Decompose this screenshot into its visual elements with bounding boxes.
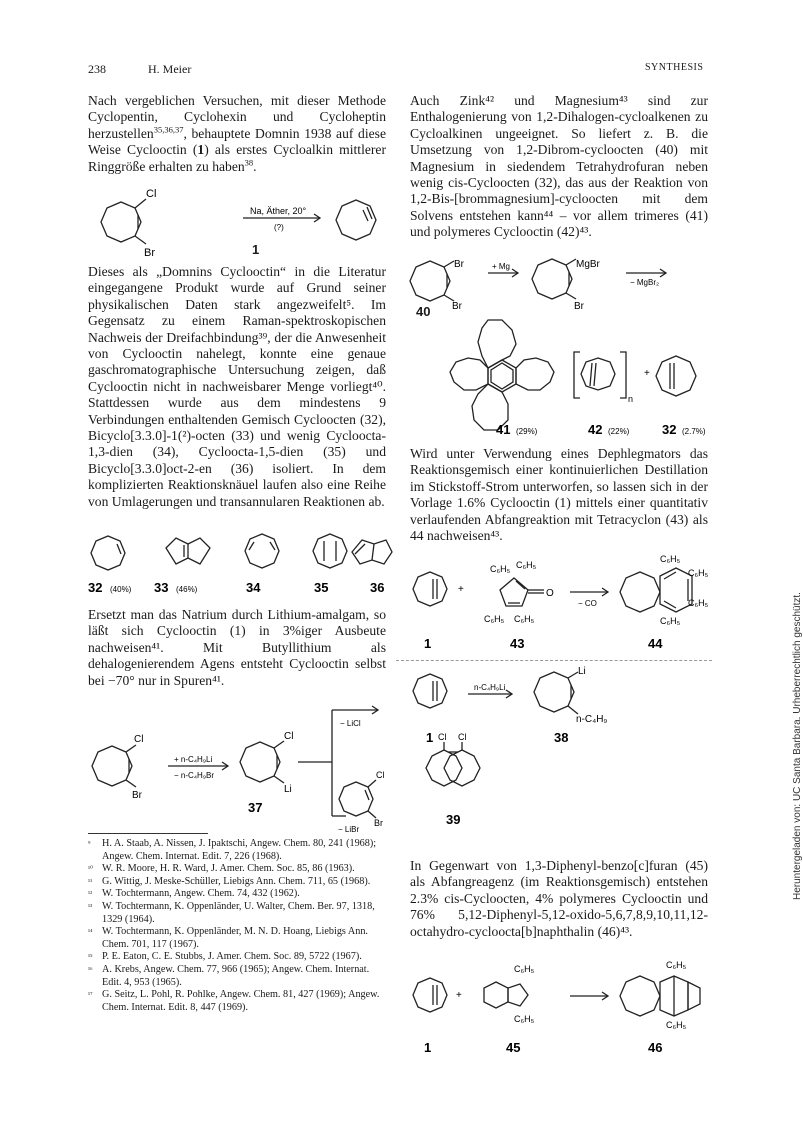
svg-text:Li: Li: [578, 666, 586, 677]
svg-text:46: 46: [648, 1040, 663, 1055]
scheme-butyllithium: [88, 690, 398, 832]
svg-text:− n-C₄H₉Br: − n-C₄H₉Br: [174, 771, 214, 780]
compound-label-1: 1: [252, 242, 260, 257]
right-paragraph-2: Wird unter Verwendung eines Dephlegmators das Reaktionsgemisch einer kontinuierlichen Destillation im Stickstoff-Strom unterworfen, so lassen sich in der Vorlage 1.6% Cyclooctin (1) mittels einer quantitativ verlaufenden Abfangreaktion mit Tetracyclon (43) als 44 nachweisen⁴³.: [410, 446, 708, 544]
svg-text:Cl: Cl: [146, 188, 157, 200]
svg-text:C₆H₅: C₆H₅: [514, 1014, 535, 1024]
svg-text:Cl: Cl: [284, 731, 294, 742]
svg-text:42: 42: [588, 422, 603, 437]
svg-text:Br: Br: [574, 301, 584, 312]
svg-text:Na, Äther, 20°: Na, Äther, 20°: [250, 206, 307, 216]
svg-text:− LiCl: − LiCl: [340, 719, 361, 728]
footnote-16: ¹⁶ A. Krebs, Angew. Chem. 77, 966 (1965); Angew. Chem. Internat. Edit. 4, 953 (1965).: [88, 963, 370, 988]
page-number: 238: [88, 62, 106, 76]
svg-text:C₆H₅: C₆H₅: [660, 616, 681, 626]
footnote-10: ¹⁰ W. R. Moore, H. R. Ward, J. Amer. Chem. Soc. 85, 86 (1963).: [88, 863, 355, 875]
svg-text:C₆H₅: C₆H₅: [666, 960, 687, 970]
scheme-trimer-polymer: [404, 316, 714, 438]
svg-text:n-C₄H₉Li: n-C₄H₉Li: [474, 683, 506, 692]
footnote-11: ¹¹ G. Wittig, J. Meske-Schüller, Liebigs Ann. Chem. 711, 65 (1968).: [88, 875, 371, 887]
running-author: H. Meier: [148, 62, 192, 76]
svg-text:41: 41: [496, 422, 511, 437]
journal-name: SYNTHESIS: [645, 62, 704, 73]
scheme-tetracyclon: [404, 548, 714, 653]
svg-text:(22%): (22%): [608, 427, 630, 436]
svg-text:C₆H₅: C₆H₅: [490, 564, 511, 574]
svg-text:(29%): (29%): [516, 427, 538, 436]
svg-text:Br: Br: [144, 247, 155, 259]
footnotes: [88, 838, 386, 1014]
svg-text:C₆H₅: C₆H₅: [688, 598, 709, 608]
footnote-17: ¹⁷ G. Seitz, L. Pohl, R. Pohlke, Angew. Chem. 81, 427 (1969); Angew. Chem. Internat. Edit. 8, 447 (1969).: [88, 989, 380, 1013]
left-paragraph-3: Ersetzt man das Natrium durch Lithium-amalgam, so läßt sich Cyclooctin (1) in 3%iger Ausbeute nachweisen⁴¹. Mit Butyllithium als dehalogenierendem Agens entsteht Cyclooctin selbst bei −70° nur in Spuren⁴¹.: [88, 607, 386, 688]
footnote-12: ¹² W. Tochtermann, Angew. Chem. 74, 432 (1962).: [88, 888, 300, 900]
svg-text:n-C₄H₉: n-C₄H₉: [576, 714, 608, 725]
svg-text:Cl: Cl: [376, 770, 385, 780]
svg-text:33: 33: [154, 580, 169, 595]
scheme-benzofuran: [404, 958, 714, 1058]
svg-text:+: +: [458, 584, 464, 595]
svg-text:MgBr: MgBr: [576, 259, 600, 270]
scheme-products: [84, 530, 394, 600]
svg-text:+ n-C₄H₉Li: + n-C₄H₉Li: [174, 755, 213, 764]
svg-text:Cl: Cl: [458, 732, 467, 742]
svg-text:+ Mg: + Mg: [492, 262, 511, 271]
svg-text:C₆H₅: C₆H₅: [688, 568, 709, 578]
svg-text:C₆H₅: C₆H₅: [514, 614, 535, 624]
svg-text:34: 34: [246, 580, 261, 595]
footnote-13: ¹³ W. Tochtermann, K. Oppenländer, U. Walter, Chem. Ber. 97, 1318, 1329 (1964).: [88, 900, 375, 925]
right-paragraph-3: In Gegenwart von 1,3-Diphenyl-benzo[c]furan (45) als Abfangreagenz (im Reaktionsgemisch) entstehen 2.3% cis-Cycloocten, 4% polymeres Cyclooctin und 76% 5,12-Diphenyl-5,12-oxido-5,6,7,8,9,10,11,12-octahydro-cycloocta[b]naphthalin (46)⁴³.: [410, 858, 708, 939]
svg-text:43: 43: [510, 636, 525, 651]
svg-text:(46%): (46%): [176, 585, 198, 594]
svg-text:35: 35: [314, 580, 329, 595]
left-paragraph-1: Nach vergeblichen Versuchen, mit dieser Methode Cyclopentin, Cyclohexin und Cycloheptin herzustellen$^{35,36,37}$, behauptete Domnin 1938 auf diese Weise Cyclooctin (1) als erstes Cycloalkin mittlerer Ringgröße erhalten zu haben$^{38}$.: [88, 93, 386, 174]
svg-text:Br: Br: [132, 790, 142, 801]
svg-text:C₆H₅: C₆H₅: [660, 554, 681, 564]
svg-text:C₆H₅: C₆H₅: [484, 614, 505, 624]
svg-text:(?): (?): [274, 223, 284, 232]
svg-text:1: 1: [426, 730, 434, 745]
svg-text:Li: Li: [284, 784, 292, 795]
left-paragraph-2: Dieses als „Domnins Cyclooctin“ in die Literatur eingegangene Produkt wurde auf Grund seiner physikalischen Daten stark angezweifelt⁵. Im Gegensatz zu einem Raman-spektroskopischen Nachweis der Dreifachbindung³⁹, der die Anwesenheit von Cyclooctin nahelegt, konnte eine genaue gaschromatographische Untersuchung zeigen, daß Cyclooctin nicht in nachweisbarer Menge vorliegt⁴⁰. Stattdessen wurde aus dem mindestens 9 Verbindungen enthaltenden Gemisch Cycloocten (32), Bicyclo[3.3.0]-1(²)-octen (33) und wenig Cycloocta-1,3-dien (34), Cycloocta-1,5-dien (35) und Bicyclo[3.3.0]oct-2-en (36) isoliert. In dem komplizierten Reaktionsknäuel laufen also eine Reihe von Umlagerungen und transannularen Reaktionen ab.: [88, 264, 386, 509]
svg-text:32: 32: [88, 580, 103, 595]
svg-text:O: O: [546, 588, 554, 599]
svg-text:+: +: [644, 368, 650, 379]
svg-text:1: 1: [424, 636, 432, 651]
svg-text:C₆H₅: C₆H₅: [666, 1020, 687, 1030]
svg-text:Cl: Cl: [134, 734, 144, 745]
svg-text:C₆H₅: C₆H₅: [516, 560, 537, 570]
svg-text:− MgBr₂: − MgBr₂: [630, 278, 660, 287]
scheme-separator: [396, 660, 712, 661]
svg-text:45: 45: [506, 1040, 521, 1055]
scheme-lithium: [404, 668, 714, 826]
svg-text:− LiBr: − LiBr: [338, 825, 360, 834]
svg-text:32: 32: [662, 422, 677, 437]
svg-text:Br: Br: [452, 301, 462, 312]
svg-text:1: 1: [424, 1040, 432, 1055]
svg-text:+: +: [456, 990, 462, 1001]
svg-text:C₆H₅: C₆H₅: [514, 964, 535, 974]
svg-text:Br: Br: [454, 259, 464, 270]
svg-text:Br: Br: [374, 818, 383, 828]
svg-text:Cl: Cl: [438, 732, 447, 742]
svg-text:39: 39: [446, 812, 461, 827]
footnote-15: ¹⁵ P. E. Eaton, C. E. Stubbs, J. Amer. Chem. Soc. 89, 5722 (1967).: [88, 951, 362, 963]
download-watermark: Heruntergeladen von: UC Santa Barbara. Urheberrechtlich geschützt.: [792, 592, 803, 900]
svg-text:(2.7%): (2.7%): [682, 427, 706, 436]
svg-text:38: 38: [554, 730, 569, 745]
cyclooctyne-ring: [336, 200, 376, 240]
scheme-magnesium: [404, 255, 714, 321]
svg-text:44: 44: [648, 636, 663, 651]
svg-text:36: 36: [370, 580, 385, 595]
svg-text:n: n: [628, 394, 634, 404]
footnote-rule: [88, 833, 208, 834]
compound-label-40: 40: [416, 304, 431, 319]
footnote-9: ⁹ H. A. Staab, A. Nissen, J. Ipaktschi, Angew. Chem. 80, 241 (1968); Angew. Chem. Internat. Edit. 7, 226 (1968).: [88, 838, 377, 862]
svg-text:− CO: − CO: [578, 599, 597, 608]
scheme-domnin: [88, 182, 388, 260]
svg-text:(40%): (40%): [110, 585, 132, 594]
svg-text:37: 37: [248, 800, 263, 815]
benzene-core: [488, 360, 516, 392]
footnote-14: ¹⁴ W. Tochtermann, K. Oppenländer, M. N. D. Hoang, Liebigs Ann. Chem. 701, 117 (1967).: [88, 926, 368, 950]
right-paragraph-1: Auch Zink⁴² und Magnesium⁴³ sind zur Enthalogenierung von 1,2-Dihalogen-cycloalkenen zu Cycloalkinen ungeeignet. So liefert z. B. die Umsetzung von 1,2-Dibrom-cycloocten (40) mit Magnesium in siedendem Tetrahydrofuran neben wenig cis-Cycloocten (32), das aus der Reaktion von 1,2-Bis-[brommagnesium]-cycloocten mit dem Solvens entstehen kann⁴⁴ – vor allem trimeres (41) und polymeres Cyclooctin (42)⁴³.: [410, 93, 708, 240]
